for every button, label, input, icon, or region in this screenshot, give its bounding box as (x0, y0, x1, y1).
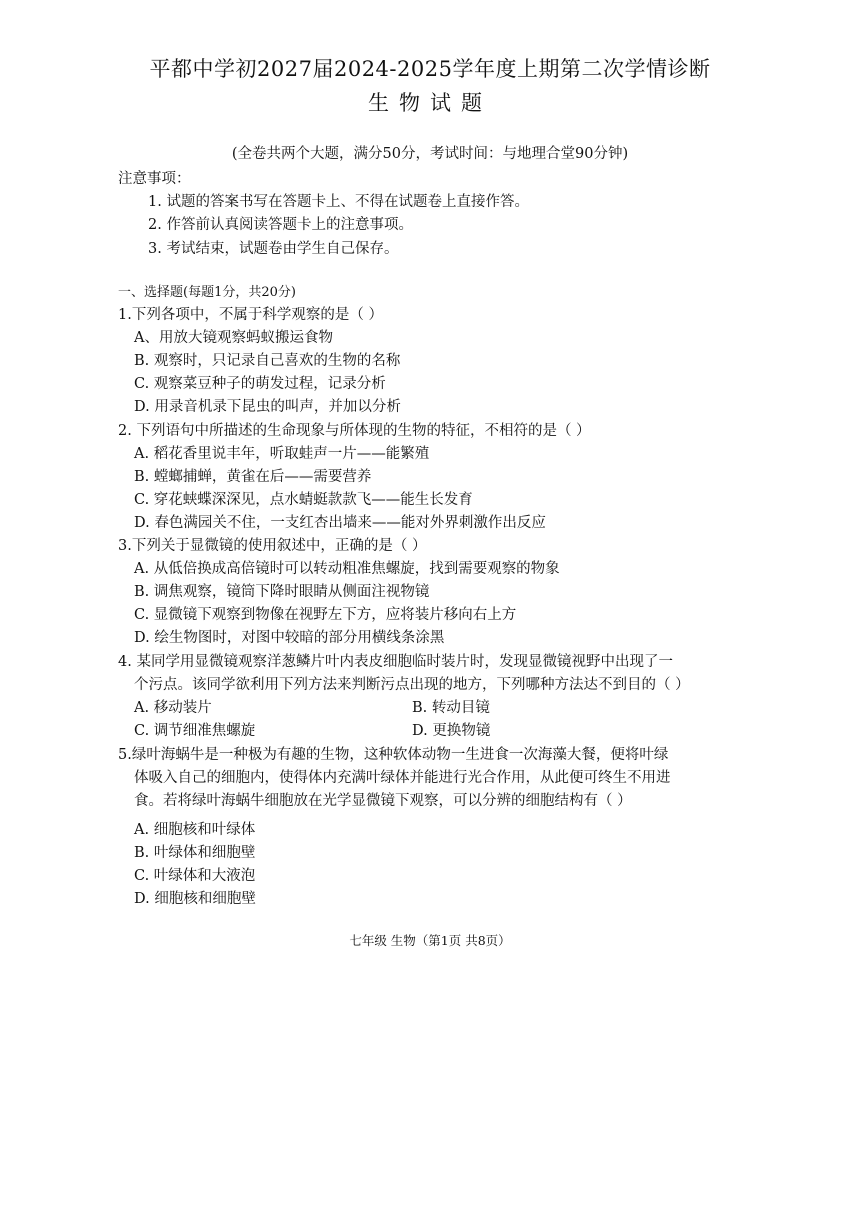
page-footer: 七年级 生物（第1页 共8页） (349, 933, 511, 948)
question-5-stem: 5.绿叶海蜗牛是一种极为有趣的生物，这种软体动物一生进食一次海藻大餐，便将叶绿 (118, 747, 669, 763)
question-5-option-c: C. 叶绿体和大液泡 (134, 868, 256, 884)
question-1-option-b: B. 观察时，只记录自己喜欢的生物的名称 (134, 353, 401, 369)
question-1-option-c: C. 观察菜豆种子的萌发过程，记录分析 (134, 376, 386, 392)
question-3-option-a: A. 从低倍换成高倍镜时可以转动粗准焦螺旋，找到需要观察的物象 (134, 561, 560, 577)
question-5-stem-cont: 食。若将绿叶海蜗牛细胞放在光学显微镜下观察，可以分辨的细胞结构有（ ） (134, 793, 632, 809)
exam-info: (全卷共两个大题，满分50分，考试时间：与地理合堂90分钟) (231, 146, 629, 162)
question-3-option-c: C. 显微镜下观察到物像在视野左下方，应将装片移向右上方 (134, 607, 517, 623)
question-4-stem: 4. 某同学用显微镜观察洋葱鳞片叶内表皮细胞临时装片时，发现显微镜视野中出现了一 (118, 654, 673, 670)
question-2-option-d: D. 春色满园关不住，一支红杏出墙来——能对外界刺激作出反应 (134, 515, 546, 531)
question-2-option-b: B. 螳螂捕蝉，黄雀在后——需要营养 (134, 469, 372, 485)
subject-title: 生物试题 (368, 91, 492, 115)
note-item: 1. 试题的答案书写在答题卡上、不得在试题卷上直接作答。 (148, 194, 529, 210)
question-4-option-a: A. 移动装片 (134, 700, 212, 716)
exam-title: 平都中学初2027届2024-2025学年度上期第二次学情诊断 (149, 57, 711, 81)
question-2-option-a: A. 稻花香里说丰年，听取蛙声一片——能繁殖 (134, 446, 430, 462)
section-heading: 一、选择题(每题1分，共20分) (118, 285, 296, 300)
question-1-option-d: D. 用录音机录下昆虫的叫声，并加以分析 (134, 399, 401, 415)
question-3-option-b: B. 调焦观察，镜筒下降时眼睛从侧面注视物镜 (134, 584, 430, 600)
question-1-stem: 1.下列各项中，不属于科学观察的是（ ） (118, 307, 383, 323)
question-3-option-d: D. 绘生物图时，对图中较暗的部分用横线条涂黑 (134, 630, 445, 646)
note-item: 2. 作答前认真阅读答题卡上的注意事项。 (148, 217, 413, 233)
question-5-option-b: B. 叶绿体和细胞壁 (134, 845, 256, 861)
question-4-stem-cont: 个污点。该同学欲利用下列方法来判断污点出现的地方，下列哪种方法达不到目的（ ） (134, 677, 690, 693)
question-3-stem: 3.下列关于显微镜的使用叙述中，正确的是（ ） (118, 538, 427, 554)
question-5-option-a: A. 细胞核和叶绿体 (134, 822, 256, 838)
note-item: 3. 考试结束，试题卷由学生自己保存。 (148, 241, 399, 257)
question-5-stem-cont: 体吸入自己的细胞内，使得体内充满叶绿体并能进行光合作用，从此便可终生不用进 (134, 770, 671, 786)
question-5-option-d: D. 细胞核和细胞壁 (134, 891, 256, 907)
question-2-stem: 2. 下列语句中所描述的生命现象与所体现的生物的特征，不相符的是（ ） (118, 423, 591, 439)
question-1-option-a: A、用放大镜观察蚂蚁搬运食物 (134, 330, 333, 346)
question-4-option-b: B. 转动目镜 (412, 700, 490, 716)
question-2-option-c: C. 穿花蛱蝶深深见，点水蜻蜓款款飞——能生长发育 (134, 492, 473, 508)
notes-heading: 注意事项： (118, 171, 191, 187)
question-4-option-c: C. 调节细准焦螺旋 (134, 723, 256, 739)
question-4-option-d: D. 更换物镜 (412, 723, 491, 739)
